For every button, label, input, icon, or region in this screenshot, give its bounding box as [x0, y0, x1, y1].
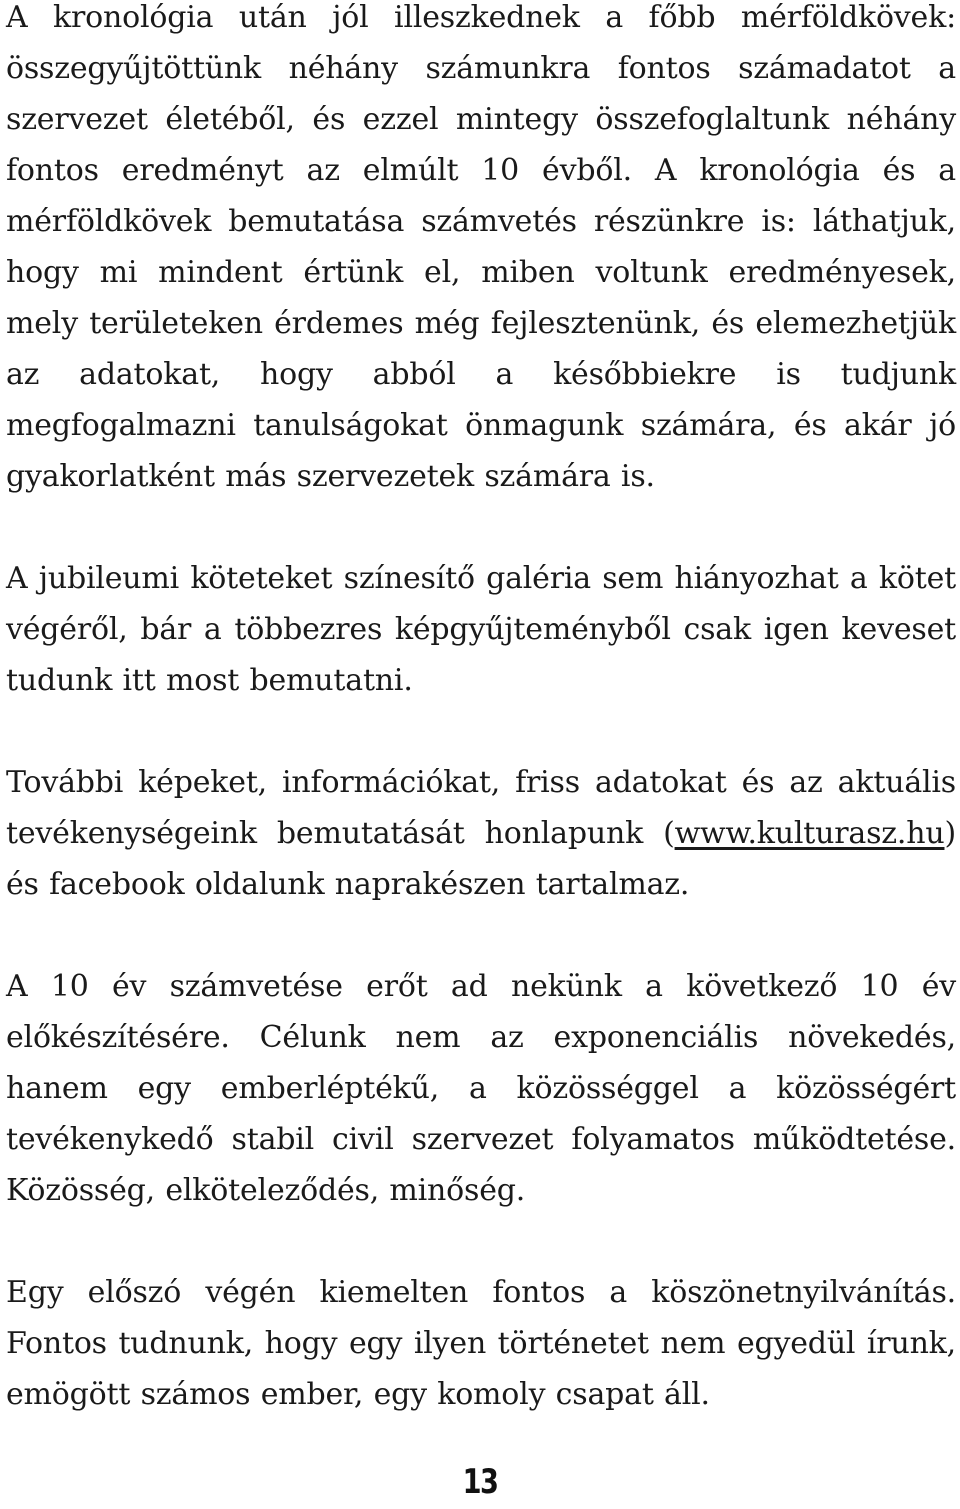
website-link[interactable]: www.kulturasz.hu — [674, 816, 945, 851]
document-page — [6, 0, 956, 1420]
paragraph-website — [6, 757, 956, 910]
paragraph-gallery: A jubileumi köteteket színesítő galéria sem hiányozhat a kötet végéről, bár a többezres képgyűjteményből csak igen keveset tudunk itt most bemutatni. — [6, 561, 956, 698]
page-number: 13 — [462, 1462, 498, 1502]
paragraph-website-text-after: ) és facebook oldalunk naprakészen tartalmaz. — [6, 816, 956, 902]
paragraph-acknowledgement: Egy előszó végén kiemelten fontos a köszönetnyilvánítás. Fontos tudnunk, hogy egy ilyen történetet nem egyedül írunk, emögött számos ember, egy komoly csapat áll. — [6, 1275, 956, 1412]
paragraph-website-text-before: További képeket, információkat, friss adatokat és az aktuális tevékenységeink bemutatását honlapunk ( — [6, 765, 956, 851]
paragraph-milestones: A kronológia után jól illeszkednek a főbb mérföldkövek: összegyűjtöttünk néhány számunkra fontos számadatot a szervezet életéből, és ezzel mintegy összefoglaltunk néhány fontos eredményt az elmúlt 10 évből. A kronológia és a mérföldkövek bemutatása számvetés részünkre is: láthatjuk, hogy mi mindent értünk el, miben voltunk eredményesek, mely területeken érdemes még fejlesztenünk, és elemezhetjük az adatokat, hogy abból a későbbiekre is tudjunk megfogalmazni tanulságokat önmagunk számára, és akár jó gyakorlatként más szervezetek számára is. — [6, 0, 956, 494]
paragraph-future-goals: A 10 év számvetése erőt ad nekünk a következő 10 év előkészítésére. Célunk nem az exponenciális növekedés, hanem egy emberléptékű, a közösséggel a közösségért tevékenykedő stabil civil szervezet folyamatos működtetése. Közösség, elköteleződés, minőség. — [6, 969, 956, 1208]
